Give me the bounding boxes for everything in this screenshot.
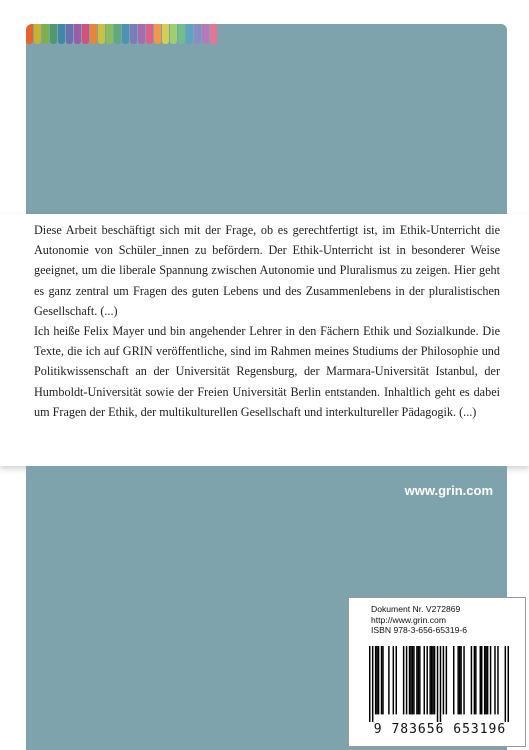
color-stripe (34, 24, 41, 44)
barcode-bar (426, 646, 427, 714)
barcode-bar (409, 646, 410, 714)
barcode-bar (396, 646, 397, 714)
isbn-barcode (369, 646, 509, 722)
color-stripe (42, 24, 49, 44)
color-stripe (114, 24, 121, 44)
barcode-bar (375, 646, 376, 714)
barcode-bar (508, 646, 509, 722)
cover-top-panel (26, 24, 507, 214)
barcode-bar (475, 646, 476, 714)
barcode-bar (424, 646, 425, 714)
barcode-bar (460, 646, 461, 714)
color-stripe (106, 24, 113, 44)
barcode-bar (437, 646, 438, 722)
barcode-bar (412, 646, 413, 714)
color-stripe (90, 24, 97, 44)
blurb-paragraph-abstract: Diese Arbeit beschäftigt sich mit der Frage, ob es gerechtfertigt ist, im Ethik-Unterricht die Autonomie von Schüler_innen zu befördern. Der Ethik-Unterricht ist in besonderer Weise geeignet, um die liberale Spannung zwischen Autonomie und Pluralismus zu zeigen. Hier geht es ganz zentral um Fragen des guten Lebens und des Zusammenlebens in der pluralistischen Gesellschaft. (...) (34, 223, 500, 318)
barcode-bar (497, 646, 498, 714)
color-stripe (122, 24, 129, 44)
color-stripe (170, 24, 177, 44)
barcode-bar (403, 646, 404, 714)
barcode-bar (484, 646, 485, 714)
color-stripe (202, 24, 209, 44)
blurb-paragraph-author: Ich heiße Felix Mayer und bin angehender Lehrer in den Fächern Ethik und Sozialkunde. Die Texte, die ich auf GRIN veröffentliche, sind im Rahmen meines Studiums der Philosophie und Politikwissenschaft an der Universität Regensburg, der Marmara-Universität Istanbul, der Humboldt-Universität sowie der Freien Universität Berlin entstanden. Inhaltlich geht es dabei um Fragen der Ethik, der multikulturellen Gesellschaft und interkultureller Pädagogik. (...) (34, 324, 500, 419)
barcode-bar (418, 646, 419, 714)
barcode-bar (459, 646, 460, 714)
color-stripe (154, 24, 161, 44)
barcode-bar (457, 646, 458, 714)
barcode-bar (463, 646, 464, 714)
barcode-bar (410, 646, 411, 714)
color-stripes (26, 24, 218, 44)
barcode-bar (413, 646, 414, 714)
color-stripe (194, 24, 201, 44)
barcode-bar (453, 646, 454, 714)
barcode-bar (372, 646, 373, 722)
barcode-bar (431, 646, 432, 714)
barcode-bar (446, 646, 447, 714)
barcode-bar (440, 646, 441, 722)
color-stripe (146, 24, 153, 44)
barcode-bar (388, 646, 389, 714)
color-stripe (138, 24, 145, 44)
color-stripe (162, 24, 169, 44)
barcode-bar (494, 646, 495, 714)
publisher-url[interactable]: www.grin.com (404, 483, 493, 498)
barcode-bar (406, 646, 407, 714)
color-stripe (58, 24, 65, 44)
barcode-bar (419, 646, 420, 714)
barcode-bar (474, 646, 475, 714)
barcode-bar (487, 646, 488, 714)
document-website: http://www.grin.com (371, 614, 446, 625)
color-stripe (26, 24, 33, 44)
barcode-bar (505, 646, 506, 722)
barcode-bar (381, 646, 382, 714)
barcode-bar (485, 646, 486, 714)
color-stripe (178, 24, 185, 44)
barcode-bar (471, 646, 472, 714)
barcode-bar (369, 646, 370, 722)
color-stripe (82, 24, 89, 44)
color-stripe (186, 24, 193, 44)
color-stripe (98, 24, 105, 44)
barcode-bar (481, 646, 482, 714)
barcode-bar (480, 646, 481, 714)
color-stripe (50, 24, 57, 44)
barcode-bar (416, 646, 417, 714)
color-stripe (74, 24, 81, 44)
barcode-bar (382, 646, 383, 714)
barcode-bar (429, 646, 430, 714)
color-stripe (66, 24, 73, 44)
barcode-bar (432, 646, 433, 714)
document-meta (371, 604, 467, 636)
barcode-bar (443, 646, 444, 714)
document-number: Dokument Nr. V272869 (371, 604, 461, 614)
isbn-digits: 9 783656 653196 (373, 722, 507, 737)
barcode-bar (393, 646, 394, 714)
color-stripe (130, 24, 137, 44)
barcode-box (348, 597, 526, 747)
barcode-bar (490, 646, 491, 714)
barcode-bar (378, 646, 379, 714)
isbn-label: ISBN 978-3-656-65319-6 (371, 625, 468, 636)
barcode-bar (376, 646, 377, 714)
color-stripe (210, 24, 217, 44)
blurb-section (0, 214, 529, 466)
barcode-bar (434, 646, 435, 714)
